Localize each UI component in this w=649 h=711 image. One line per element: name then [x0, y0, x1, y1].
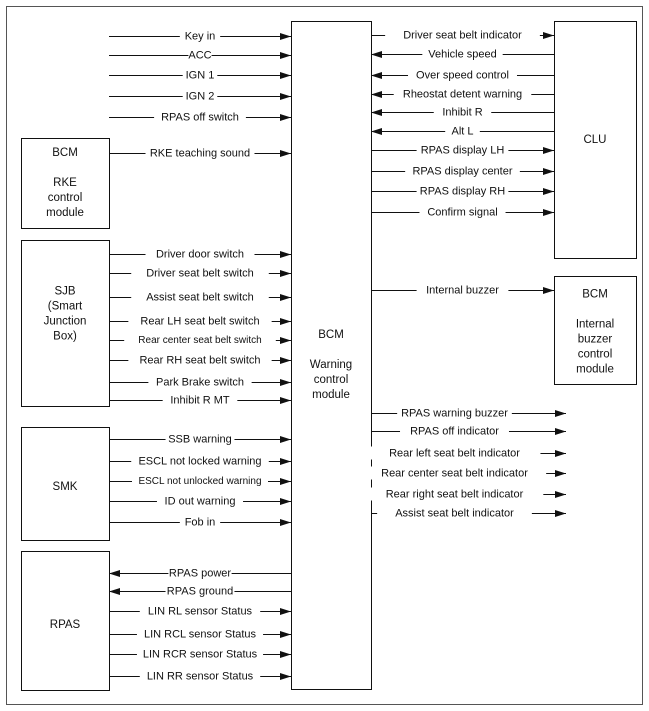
signal-right-7 [371, 165, 554, 178]
signal-label: Driver seat belt switch [146, 267, 254, 280]
arrow-right-icon [280, 379, 291, 386]
arrow-right-icon [543, 188, 554, 195]
arrow-right-icon [555, 510, 566, 517]
signal-label: RPAS off indicator [410, 425, 499, 438]
signal-label: Inhibit R [442, 106, 483, 119]
signal-label: IGN 2 [185, 90, 215, 103]
signal-right-14 [363, 467, 566, 480]
signal-left-9 [109, 315, 291, 328]
box-text-line: Internal [575, 318, 615, 331]
arrow-right-icon [280, 673, 291, 680]
arrow-right-icon [280, 519, 291, 526]
bcm-internal-buzzer-control-module [555, 277, 637, 385]
box-text-line: RPAS [49, 619, 81, 632]
arrow-left-icon [109, 588, 120, 595]
box-text-line: Box) [53, 330, 77, 343]
smk-box [22, 428, 110, 541]
signal-left-4 [109, 111, 291, 124]
box-text-line: control [577, 348, 613, 361]
signal-right-15 [366, 488, 566, 501]
signal-left-0 [109, 30, 291, 43]
signal-label: Inhibit R MT [170, 394, 230, 407]
box-text-line: control [47, 192, 83, 205]
arrow-right-icon [280, 478, 291, 485]
signal-right-0 [371, 29, 554, 42]
arrow-right-icon [280, 33, 291, 40]
signal-label: Internal buzzer [426, 284, 499, 297]
box-text-line: SMK [52, 481, 78, 494]
signal-right-6 [371, 144, 554, 157]
signal-label: Rear RH seat belt switch [139, 354, 261, 367]
signal-right-3 [371, 88, 554, 101]
arrow-right-icon [280, 337, 291, 344]
signal-label: Assist seat belt indicator [395, 507, 514, 520]
arrow-right-icon [280, 270, 291, 277]
signal-right-4 [371, 106, 554, 119]
arrow-right-icon [543, 287, 554, 294]
signal-label: RPAS ground [166, 585, 234, 598]
signal-label: SSB warning [168, 433, 232, 446]
arrow-right-icon [543, 209, 554, 216]
signal-label: RPAS off switch [161, 111, 239, 124]
signal-label: RKE teaching sound [149, 147, 251, 160]
box-text-line: buzzer [577, 333, 613, 346]
signal-label: RPAS display RH [419, 185, 506, 198]
signal-label: Driver door switch [155, 248, 245, 261]
signal-left-18 [109, 516, 291, 529]
arrow-right-icon [280, 436, 291, 443]
signal-left-13 [109, 394, 291, 407]
signal-label: Fob in [184, 516, 216, 529]
arrow-right-icon [555, 410, 566, 417]
signal-label: RPAS warning buzzer [401, 407, 508, 420]
arrow-right-icon [280, 318, 291, 325]
box-text-line: SJB [54, 285, 76, 298]
signal-label: LIN RL sensor Status [147, 605, 253, 618]
signal-left-22 [109, 628, 291, 641]
signal-label: Rear left seat belt indicator [389, 447, 520, 460]
arrow-right-icon [280, 651, 291, 658]
signal-left-15 [109, 455, 291, 468]
signal-label: Driver seat belt indicator [403, 29, 522, 42]
signal-left-20 [109, 585, 291, 598]
signal-left-8 [109, 291, 291, 304]
box-text-line: (Smart [47, 300, 83, 313]
signal-label: Over speed control [416, 69, 509, 82]
signal-label: ESCL not unlocked warning [138, 476, 262, 488]
signal-left-14 [109, 433, 291, 446]
signal-left-2 [109, 69, 291, 82]
signal-label: Alt L [451, 125, 474, 138]
signal-label: LIN RCL sensor Status [143, 628, 257, 641]
signal-label: Park Brake switch [155, 376, 245, 389]
arrow-right-icon [280, 52, 291, 59]
arrow-right-icon [280, 93, 291, 100]
signal-right-16 [371, 507, 566, 520]
arrow-right-icon [280, 458, 291, 465]
bcm-warning-control-module [292, 22, 372, 690]
box-text-line: module [46, 207, 84, 220]
arrow-right-icon [280, 114, 291, 121]
signal-label: Key in [184, 30, 216, 43]
signal-right-2 [371, 69, 554, 82]
arrow-left-icon [371, 72, 382, 79]
signal-right-10 [371, 284, 554, 297]
arrow-right-icon [280, 150, 291, 157]
bcm-center-border [292, 22, 372, 690]
signal-right-8 [371, 185, 554, 198]
signal-left-1 [109, 49, 291, 62]
signal-label: IGN 1 [185, 69, 215, 82]
signal-label: Rear center seat belt indicator [381, 467, 528, 480]
arrow-right-icon [543, 168, 554, 175]
arrow-right-icon [555, 450, 566, 457]
box-text-line: module [312, 389, 350, 402]
signal-label: Vehicle speed [428, 48, 497, 61]
arrow-right-icon [280, 397, 291, 404]
sjb-smart-junction-box [22, 241, 110, 407]
signal-left-12 [109, 376, 291, 389]
signal-left-6 [109, 248, 291, 261]
signal-label: Rear center seat belt switch [138, 335, 262, 347]
arrow-right-icon [280, 631, 291, 638]
signal-left-3 [109, 90, 291, 103]
signal-left-16 [109, 475, 291, 488]
arrow-right-icon [555, 428, 566, 435]
signal-left-23 [109, 648, 291, 661]
bcm-rke-control-module [22, 139, 110, 229]
signal-label: Assist seat belt switch [146, 291, 254, 304]
box-text-line: RKE [53, 177, 77, 190]
signal-left-5 [109, 147, 291, 160]
signal-right-9 [371, 206, 554, 219]
arrow-right-icon [555, 470, 566, 477]
box-text-line: BCM [582, 288, 608, 301]
signal-left-7 [109, 267, 291, 280]
arrow-left-icon [371, 109, 382, 116]
arrow-right-icon [555, 491, 566, 498]
signal-label: LIN RCR sensor Status [142, 648, 258, 661]
arrow-right-icon [280, 498, 291, 505]
box-text-line: module [576, 363, 614, 376]
arrow-right-icon [543, 147, 554, 154]
signal-left-21 [109, 605, 291, 618]
arrow-right-icon [280, 251, 291, 258]
box-text-line: Junction [43, 315, 87, 328]
box-text-line: control [313, 374, 349, 387]
signal-right-1 [371, 48, 554, 61]
box-text-line: Warning [309, 359, 353, 372]
signal-right-11 [371, 407, 566, 420]
signal-label: RPAS display center [412, 165, 513, 178]
signal-label: Rear right seat belt indicator [385, 488, 524, 501]
signal-label: LIN RR sensor Status [146, 670, 254, 683]
signal-label: ESCL not locked warning [138, 455, 262, 468]
signal-left-19 [109, 567, 291, 580]
arrow-left-icon [371, 51, 382, 58]
arrow-left-icon [371, 91, 382, 98]
arrow-right-icon [280, 357, 291, 364]
box-text-line: CLU [583, 134, 607, 147]
arrow-right-icon [543, 32, 554, 39]
arrow-right-icon [280, 294, 291, 301]
signal-label: Rear LH seat belt switch [140, 315, 260, 328]
signal-right-13 [369, 447, 566, 460]
rpas-box [22, 552, 110, 691]
signal-label: Rheostat detent warning [402, 88, 523, 101]
clu-box [555, 22, 637, 259]
signal-label: RPAS display LH [420, 144, 505, 157]
signal-left-10 [109, 334, 291, 347]
signal-label: ID out warning [164, 495, 236, 508]
signal-left-11 [109, 354, 291, 367]
signal-left-17 [109, 495, 291, 508]
signal-left-24 [109, 670, 291, 683]
arrow-right-icon [280, 608, 291, 615]
arrow-left-icon [109, 570, 120, 577]
signal-right-12 [371, 425, 566, 438]
arrow-left-icon [371, 128, 382, 135]
box-text-line: BCM [52, 147, 78, 160]
signal-label: ACC [188, 49, 212, 62]
signal-label: Confirm signal [427, 206, 498, 219]
signal-right-5 [371, 125, 554, 138]
box-text-line: BCM [318, 329, 344, 342]
signal-label: RPAS power [168, 567, 232, 580]
arrow-right-icon [280, 72, 291, 79]
